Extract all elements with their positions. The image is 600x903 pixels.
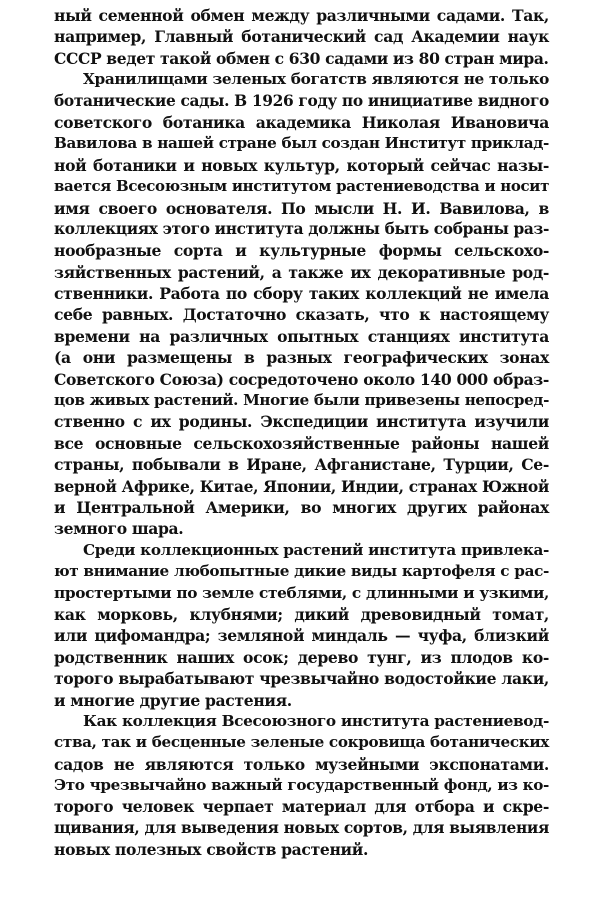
text-line: ственники. Работа по сбору таких коллекций не имела [54,284,549,304]
text-line: имя своего основателя. По мысли Н. И. Вавилова, в [54,198,549,218]
text-line: например, Главный ботанический сад Академии наук [54,27,549,47]
text-line: советского ботаника академика Николая Ивановича [54,112,549,132]
text-line: и многие другие растения. [54,690,292,710]
text-line: ства, так и бесценные зеленые сокровища ботанических [54,733,549,752]
text-line: щивания, для выведения новых сортов, для выявления [54,818,549,837]
text-line: ботанические сады. В 1926 году по инициативе видного [54,91,549,110]
text-line: времени на различных опытных станциях института [54,326,549,346]
text-line: нообразные сорта и культурные формы сельскохо- [54,241,549,261]
text-line: садов не являются только музейными экспонатами. [54,754,549,774]
text-line: Вавилова в нашей стране был создан Институт приклад- [54,134,549,153]
text-line: земного шара. [54,519,184,539]
text-line: ный семенной обмен между различными садами. Так, [54,6,549,25]
text-line: новых полезных свойств растений. [54,840,369,860]
text-line: и Центральной Америки, во многих других районах [54,497,549,517]
text-line: коллекциях этого института должны быть собраны раз- [54,219,549,238]
text-line: ют внимание любопытные дикие виды картофеля с рас- [54,562,549,581]
paragraph-3 [54,540,549,711]
text-line: ной ботаники и новых культур, который сейчас назы- [54,155,549,175]
text-line: верной Африке, Китае, Японии, Индии, странах Южной [54,476,549,496]
text-line: СССР ведет такой обмен с 630 садами из 80 стран мира. [54,48,549,68]
text-line: торого вырабатывают чрезвычайно водостойкие лаки, [54,669,549,689]
text-line: простертыми по земле стеблями, с длинными и узкими, [54,583,549,602]
text-line: себе равных. Достаточно сказать, что к настоящему [54,305,549,325]
text-line: или цифомандра; земляной миндаль — чуфа, близкий [54,626,549,646]
text-line: Среди коллекционных растений института привлека- [83,540,549,559]
text-line: зяйственных растений, а также их декоративные род- [54,262,549,282]
text-line: как морковь, клубнями; дикий древовидный томат, [54,604,549,624]
text-line: Советского Союза) сосредоточено около 140 000 образ- [54,369,549,389]
text-line: торого человек черпает материал для отбора и скре- [54,797,549,817]
text-line: (а они размещены в разных географических зонах [54,348,549,368]
text-line: цов живых растений. Многие были привезены непосред- [54,391,549,410]
text-line: вается Всесоюзным институтом растениеводства и носит [54,177,549,196]
text-line: родственник наших осок; дерево тунг, из плодов ко- [54,647,549,667]
paragraph-2 [54,69,549,540]
text-line: ственно с их родины. Экспедиции института изучили [54,412,549,432]
paragraph-4 [54,711,549,861]
text-line: Хранилищами зеленых богатств являются не только [83,70,549,89]
text-line: Это чрезвычайно важный государственный фонд, из ко- [54,776,549,795]
text-line: страны, побывали в Иране, Афганистане, Турции, Се- [54,455,549,475]
document-page [54,5,549,861]
text-line: Как коллекция Всесоюзного института растениевод- [83,711,549,730]
paragraph-1 [54,5,549,69]
text-line: все основные сельскохозяйственные районы нашей [54,433,549,453]
